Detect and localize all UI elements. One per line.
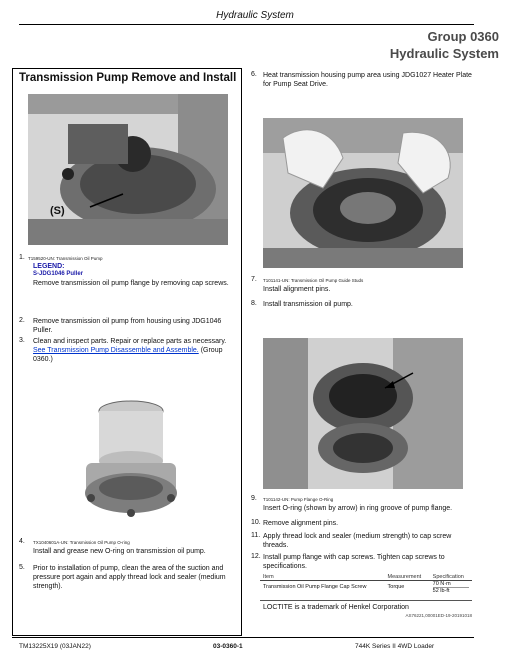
step-10-text: Remove alignment pins. xyxy=(263,520,339,527)
step-7-number: 7. xyxy=(251,276,257,283)
footer-rule xyxy=(12,637,474,638)
figure-pump-flange-oring xyxy=(263,338,463,489)
legend-item-s: S-JDG1046 Puller xyxy=(33,271,84,277)
step-11-text: Apply thread lock and sealer (medium strength) to cap screw threads. xyxy=(263,533,452,549)
step-3-text xyxy=(33,337,238,364)
step-3-number: 3. xyxy=(19,337,25,344)
table-header-item: Item xyxy=(260,574,385,581)
torque-spec-table xyxy=(260,574,472,594)
step-12-number: 12. xyxy=(251,553,261,560)
document-reference: AS76221,00001ED-19-20191018 xyxy=(405,613,472,618)
step-2-number: 2. xyxy=(19,317,25,324)
step-8-text: Install transmission oil pump. xyxy=(263,301,353,308)
disassemble-assemble-link[interactable]: See Transmission Pump Disassemble and Assemble. xyxy=(33,347,199,354)
step-4-number: 4. xyxy=(19,538,25,545)
figure-4-caption: T101142-UN: Pump Flange O-Ring xyxy=(263,497,334,502)
step-6-text: Heat transmission housing pump area using JDG1027 Heater Plate for Pump Seat Drive. xyxy=(263,72,472,88)
step-5-number: 5. xyxy=(19,564,25,571)
table-cell-item: Transmission Oil Pump Flange Cap Screw xyxy=(263,584,367,590)
figure-guide-studs xyxy=(263,118,463,268)
figure-3-caption: T101141-UN: Transmission Oil Pump Guide Studs xyxy=(263,278,364,283)
legend-title: LEGEND: xyxy=(33,263,65,270)
footer-tm-number: TM13225X19 (03JAN22) xyxy=(19,643,91,650)
step-4-text: Install and grease new O-ring on transmission oil pump. xyxy=(33,548,206,555)
figure-transmission-oil-pump xyxy=(28,94,228,245)
step-8-number: 8. xyxy=(251,300,257,307)
step-1-text: Remove transmission oil pump flange by removing cap screws. xyxy=(33,280,229,287)
step-11-number: 11. xyxy=(251,532,261,539)
step-7-text: Install alignment pins. xyxy=(263,286,331,293)
table-cell-measurement: Torque xyxy=(387,584,405,590)
header-rule xyxy=(19,24,474,25)
spec-imperial: 52 lb-ft xyxy=(432,588,450,594)
step-3-text-a: Clean and inspect parts. Repair or replace parts as necessary. xyxy=(33,338,227,345)
footer-page-number: 03-0360-1 xyxy=(213,643,243,650)
step-6-number: 6. xyxy=(251,71,257,78)
group-number: Group 0360 xyxy=(427,29,499,44)
table-row xyxy=(260,581,472,595)
step-12-text: Install pump flange with cap screws. Tighten cap screws to specifications. xyxy=(263,554,445,570)
step-2-text: Remove transmission oil pump from housing using JDG1046 Puller. xyxy=(33,318,222,334)
running-header: Hydraulic System xyxy=(216,10,294,21)
step-3-text-b: (Group 0360.) xyxy=(33,347,223,363)
table-cell-specification xyxy=(430,581,472,595)
figure-1-caption: T159520-UN: Transmission Oil Pump xyxy=(28,256,103,261)
loctite-trademark: LOCTITE is a trademark of Henkel Corporation xyxy=(263,604,409,611)
figure-oil-pump-oring xyxy=(76,393,182,521)
group-title: Hydraulic System xyxy=(389,46,499,61)
step-1-number: 1. xyxy=(19,254,25,261)
step-9-text: Insert O-ring (shown by arrow) in ring groove of pump flange. xyxy=(263,505,453,512)
callout-s: (S) xyxy=(50,205,65,217)
figure-2-caption: TX1040601A-UN: Transmission Oil Pump O-ring xyxy=(33,540,130,545)
step-10-number: 10. xyxy=(251,519,261,526)
table-header-measurement: Measurement xyxy=(385,574,430,581)
footer-machine-title: 744K Series II 4WD Loader xyxy=(355,643,435,650)
spec-metric: 70 N·m xyxy=(433,581,469,588)
table-header-specification: Specification xyxy=(430,574,472,581)
step-9-number: 9. xyxy=(251,495,257,502)
step-5-text: Prior to installation of pump, clean the area of the suction and pressure port again and apply thread lock and sealer (medium strength). xyxy=(33,565,226,590)
table-bottom-rule xyxy=(260,600,472,601)
section-title: Transmission Pump Remove and Install xyxy=(19,72,237,84)
